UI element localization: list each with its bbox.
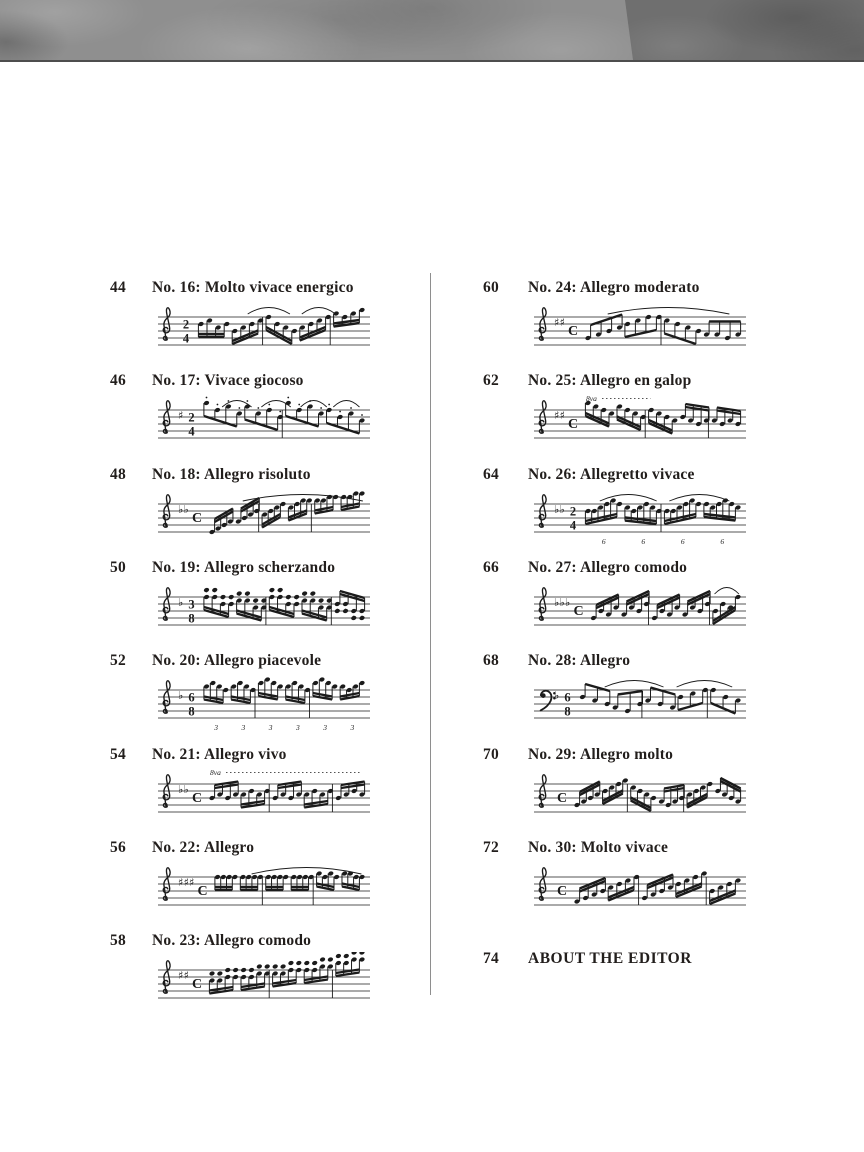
svg-text:C: C [556, 790, 568, 806]
entry-title: No. 17: Vivace giocoso [152, 372, 304, 390]
svg-text:3: 3 [268, 723, 273, 733]
toc-entry [110, 278, 420, 371]
music-incipit [154, 672, 372, 736]
header-banner-image [0, 0, 864, 62]
page-number: 50 [110, 559, 127, 577]
svg-text:♯: ♯ [183, 969, 189, 983]
svg-text:♭: ♭ [554, 596, 560, 610]
toc-entry [483, 371, 793, 464]
entry-info [152, 371, 372, 456]
page-number: 56 [110, 839, 127, 857]
svg-text:♯: ♯ [554, 409, 560, 423]
entry-info [152, 745, 372, 830]
toc-entry [483, 558, 793, 651]
entry-title: No. 30: Molto vivace [528, 839, 669, 857]
svg-text:4: 4 [182, 331, 190, 346]
page-number: 70 [483, 745, 500, 763]
svg-text:♭: ♭ [565, 596, 571, 610]
entry-info [528, 558, 748, 643]
svg-text:C: C [567, 324, 579, 339]
entry-title: No. 24: Allegro moderato [528, 279, 700, 296]
entry-info [528, 949, 692, 968]
toc-entry [110, 371, 420, 464]
svg-text:♭: ♭ [559, 502, 565, 516]
svg-text:8va: 8va [586, 394, 597, 404]
music-incipit [530, 486, 748, 550]
music-incipit [530, 859, 748, 923]
entry-title: No. 27: Allegro comodo [528, 559, 688, 577]
entry-title: No. 29: Allegro molto [528, 745, 674, 763]
page-number: 62 [483, 372, 500, 390]
page-number: 60 [483, 279, 500, 296]
toc-column-right [483, 278, 793, 1043]
music-incipit [530, 766, 748, 830]
svg-text:♭: ♭ [183, 782, 189, 796]
svg-text:3: 3 [188, 597, 195, 612]
music-incipit [530, 299, 748, 363]
svg-text:C: C [573, 604, 584, 620]
svg-text:6: 6 [188, 690, 195, 705]
svg-text:2: 2 [182, 317, 190, 332]
music-incipit [530, 672, 748, 736]
entry-title: No. 22: Allegro [152, 839, 255, 857]
entry-info [152, 838, 372, 923]
svg-text:8: 8 [564, 704, 571, 719]
svg-text:8va: 8va [210, 767, 221, 777]
svg-text:♯: ♯ [178, 969, 184, 983]
svg-text:3: 3 [323, 723, 327, 733]
svg-text:♯: ♯ [189, 876, 195, 890]
svg-text:C: C [191, 790, 203, 806]
svg-text:3: 3 [241, 723, 246, 733]
page-number: 74 [483, 950, 500, 968]
entry-title: ABOUT THE EDITOR [528, 950, 692, 968]
page-number: 68 [483, 652, 500, 670]
svg-text:6: 6 [720, 536, 725, 546]
svg-text:8: 8 [188, 704, 195, 719]
toc-entry [110, 558, 420, 651]
svg-text:♯: ♯ [554, 316, 560, 329]
music-incipit [530, 579, 748, 643]
page-number: 66 [483, 559, 500, 577]
music-incipit [154, 766, 372, 830]
svg-text:C: C [191, 510, 203, 526]
toc-entry [483, 745, 793, 838]
music-incipit [154, 486, 372, 550]
entry-title: No. 21: Allegro vivo [152, 745, 287, 763]
entry-title: No. 19: Allegro scherzando [152, 559, 336, 577]
column-divider [430, 273, 431, 995]
toc-entry [110, 465, 420, 558]
entry-title: No. 20: Allegro piacevole [152, 652, 322, 670]
entry-title: No. 23: Allegro comodo [152, 932, 312, 950]
svg-text:♯: ♯ [559, 409, 565, 423]
page-number: 58 [110, 932, 127, 950]
svg-text:3: 3 [350, 723, 355, 733]
entry-title: No. 28: Allegro [528, 652, 631, 670]
entry-title: No. 18: Allegro risoluto [152, 465, 311, 483]
entry-info [152, 558, 372, 643]
svg-text:6: 6 [641, 536, 646, 546]
svg-text:8: 8 [188, 611, 195, 626]
page-number: 48 [110, 465, 127, 483]
toc-column-left [110, 278, 420, 1025]
page-number: 46 [110, 372, 127, 390]
svg-text:C: C [197, 884, 208, 900]
entry-title: No. 26: Allegretto vivace [528, 465, 695, 483]
entry-info [528, 371, 748, 456]
svg-text:♭: ♭ [183, 502, 189, 516]
svg-text:C: C [556, 884, 568, 900]
entry-info [152, 931, 372, 1016]
svg-text:3: 3 [296, 723, 300, 733]
page-number: 64 [483, 465, 500, 483]
entry-info [528, 838, 748, 923]
svg-text:♭: ♭ [554, 502, 560, 516]
svg-text:4: 4 [569, 518, 577, 533]
music-incipit [154, 952, 372, 1016]
entry-info [152, 651, 372, 736]
toc-entry [483, 278, 793, 371]
svg-text:3: 3 [214, 723, 218, 733]
svg-text:C: C [191, 977, 203, 993]
music-incipit [530, 392, 748, 456]
svg-text:♭: ♭ [559, 596, 565, 610]
toc-entry [483, 465, 793, 558]
entry-title: No. 25: Allegro en galop [528, 372, 692, 390]
svg-text:♭: ♭ [178, 502, 184, 516]
music-incipit [154, 392, 372, 456]
music-incipit [154, 579, 372, 643]
toc-entry [110, 745, 420, 838]
entry-info [528, 745, 748, 830]
entry-info [152, 465, 372, 550]
svg-text:♯: ♯ [183, 876, 189, 890]
banner-dark-section [625, 0, 864, 60]
svg-text:C: C [567, 417, 579, 433]
entry-info [528, 651, 748, 736]
svg-text:♯: ♯ [559, 316, 565, 329]
svg-text:2: 2 [569, 504, 577, 519]
svg-text:♭: ♭ [178, 689, 184, 703]
page-number: 54 [110, 745, 127, 763]
toc-entry [483, 838, 793, 931]
svg-text:6: 6 [680, 536, 685, 546]
page-number: 52 [110, 652, 127, 670]
toc-entry [483, 651, 793, 744]
svg-text:6: 6 [564, 690, 571, 705]
entry-info [528, 465, 748, 550]
svg-text:♯: ♯ [178, 876, 184, 890]
toc-entry [483, 949, 793, 1042]
svg-text:♭: ♭ [178, 782, 184, 796]
music-incipit [154, 859, 372, 923]
toc-entry [110, 651, 420, 744]
svg-text:♭: ♭ [554, 689, 560, 703]
entry-info [152, 278, 372, 363]
music-incipit [154, 299, 372, 363]
svg-text:4: 4 [188, 424, 195, 439]
svg-text:♯: ♯ [178, 409, 184, 423]
toc-entry [110, 931, 420, 1024]
svg-text:2: 2 [188, 410, 195, 425]
svg-text:♭: ♭ [178, 596, 184, 610]
entry-title: No. 16: Molto vivace energico [152, 279, 354, 296]
page-number: 72 [483, 839, 500, 857]
entry-info [528, 278, 748, 363]
svg-text:6: 6 [601, 536, 606, 546]
toc-entry [110, 838, 420, 931]
page-number: 44 [110, 279, 127, 296]
